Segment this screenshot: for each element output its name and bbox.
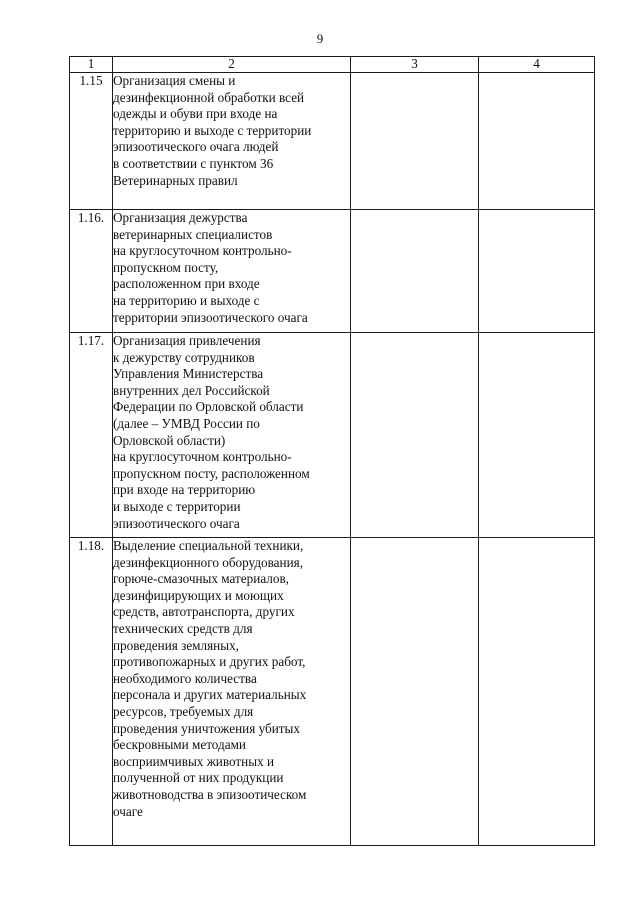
- description-line: Орловской области): [113, 432, 226, 448]
- description-line: (далее – УМВД России по: [113, 415, 260, 431]
- table-row: [70, 73, 595, 210]
- item-number: 1.18.: [70, 538, 113, 846]
- description-line: средств, автотранспорта, других: [113, 604, 295, 620]
- description-line: горюче-смазочных материалов,: [113, 571, 289, 587]
- description-line: животноводства в эпизоотическом: [113, 786, 307, 802]
- description-line: полученной от них продукции: [113, 770, 284, 786]
- column-header-2: 2: [113, 57, 351, 73]
- column-header-1: 1: [70, 57, 113, 73]
- item-number: 1.15: [70, 73, 113, 210]
- column-3-cell: [351, 73, 479, 210]
- measure-description: [113, 333, 351, 538]
- description-line: ресурсов, требуемых для: [113, 703, 254, 719]
- description-line: эпизоотического очага людей: [113, 139, 279, 155]
- table-row: [70, 333, 595, 538]
- table-header-row: [70, 57, 595, 73]
- table-row: [70, 210, 595, 333]
- column-3-cell: [351, 210, 479, 333]
- description-line: к дежурству сотрудников: [113, 349, 255, 365]
- description-line: ветеринарных специалистов: [113, 226, 273, 242]
- description-line: бескровными методами: [113, 737, 246, 753]
- description-line: расположенном при входе: [113, 276, 260, 292]
- measure-description: [113, 538, 351, 846]
- description-line: в соответствии с пунктом 36: [113, 155, 274, 171]
- description-line: на круглосуточном контрольно-: [113, 243, 292, 259]
- description-line: противопожарных и других работ,: [113, 654, 306, 670]
- description-line: пропускном посту, расположенном: [113, 465, 310, 481]
- description-line: дезинфекционной обработки всей: [113, 89, 305, 105]
- description-line: Организация смены и: [113, 73, 236, 88]
- description-line: персонала и других материальных: [113, 687, 307, 703]
- column-4-cell: [479, 73, 595, 210]
- description-line: на круглосуточном контрольно-: [113, 449, 292, 465]
- description-line: дезинфекционного оборудования,: [113, 554, 304, 570]
- description-line: территорию и выходе с территории: [113, 122, 312, 138]
- description-line: внутренних дел Российской: [113, 382, 270, 398]
- description-line: Выделение специальной техники,: [113, 538, 304, 553]
- description-line: Управления Министерства: [113, 366, 264, 382]
- description-line: необходимого количества: [113, 670, 257, 686]
- description-line: территории эпизоотического очага: [113, 309, 308, 325]
- description-line: одежды и обуви при входе на: [113, 106, 278, 122]
- table-row: [70, 538, 595, 846]
- column-header-3: 3: [351, 57, 479, 73]
- description-line: проведения земляных,: [113, 637, 239, 653]
- description-line: и выходе с территории: [113, 498, 241, 514]
- description-line: эпизоотического очага: [113, 515, 240, 531]
- description-line: очаге: [113, 803, 143, 819]
- description-line: Организация дежурства: [113, 210, 248, 225]
- description-line: Ветеринарных правил: [113, 172, 238, 188]
- description-line: восприимчивых животных и: [113, 753, 275, 769]
- item-number: 1.17.: [70, 333, 113, 538]
- description-line: дезинфицирующих и моющих: [113, 587, 284, 603]
- description-line: на территорию и выходе с: [113, 292, 260, 308]
- column-4-cell: [479, 210, 595, 333]
- item-number: 1.16.: [70, 210, 113, 333]
- column-3-cell: [351, 333, 479, 538]
- description-line: проведения уничтожения убитых: [113, 720, 300, 736]
- column-header-4: 4: [479, 57, 595, 73]
- description-line: при входе на территорию: [113, 482, 256, 498]
- description-line: Федерации по Орловской области: [113, 399, 304, 415]
- measure-description: [113, 210, 351, 333]
- page-number: 9: [316, 31, 324, 46]
- column-4-cell: [479, 538, 595, 846]
- column-3-cell: [351, 538, 479, 846]
- description-line: Организация привлечения: [113, 333, 261, 348]
- measure-description: [113, 73, 351, 210]
- description-line: технических средств для: [113, 620, 253, 636]
- description-line: пропускном посту,: [113, 259, 219, 275]
- measures-table: [69, 56, 595, 846]
- column-4-cell: [479, 333, 595, 538]
